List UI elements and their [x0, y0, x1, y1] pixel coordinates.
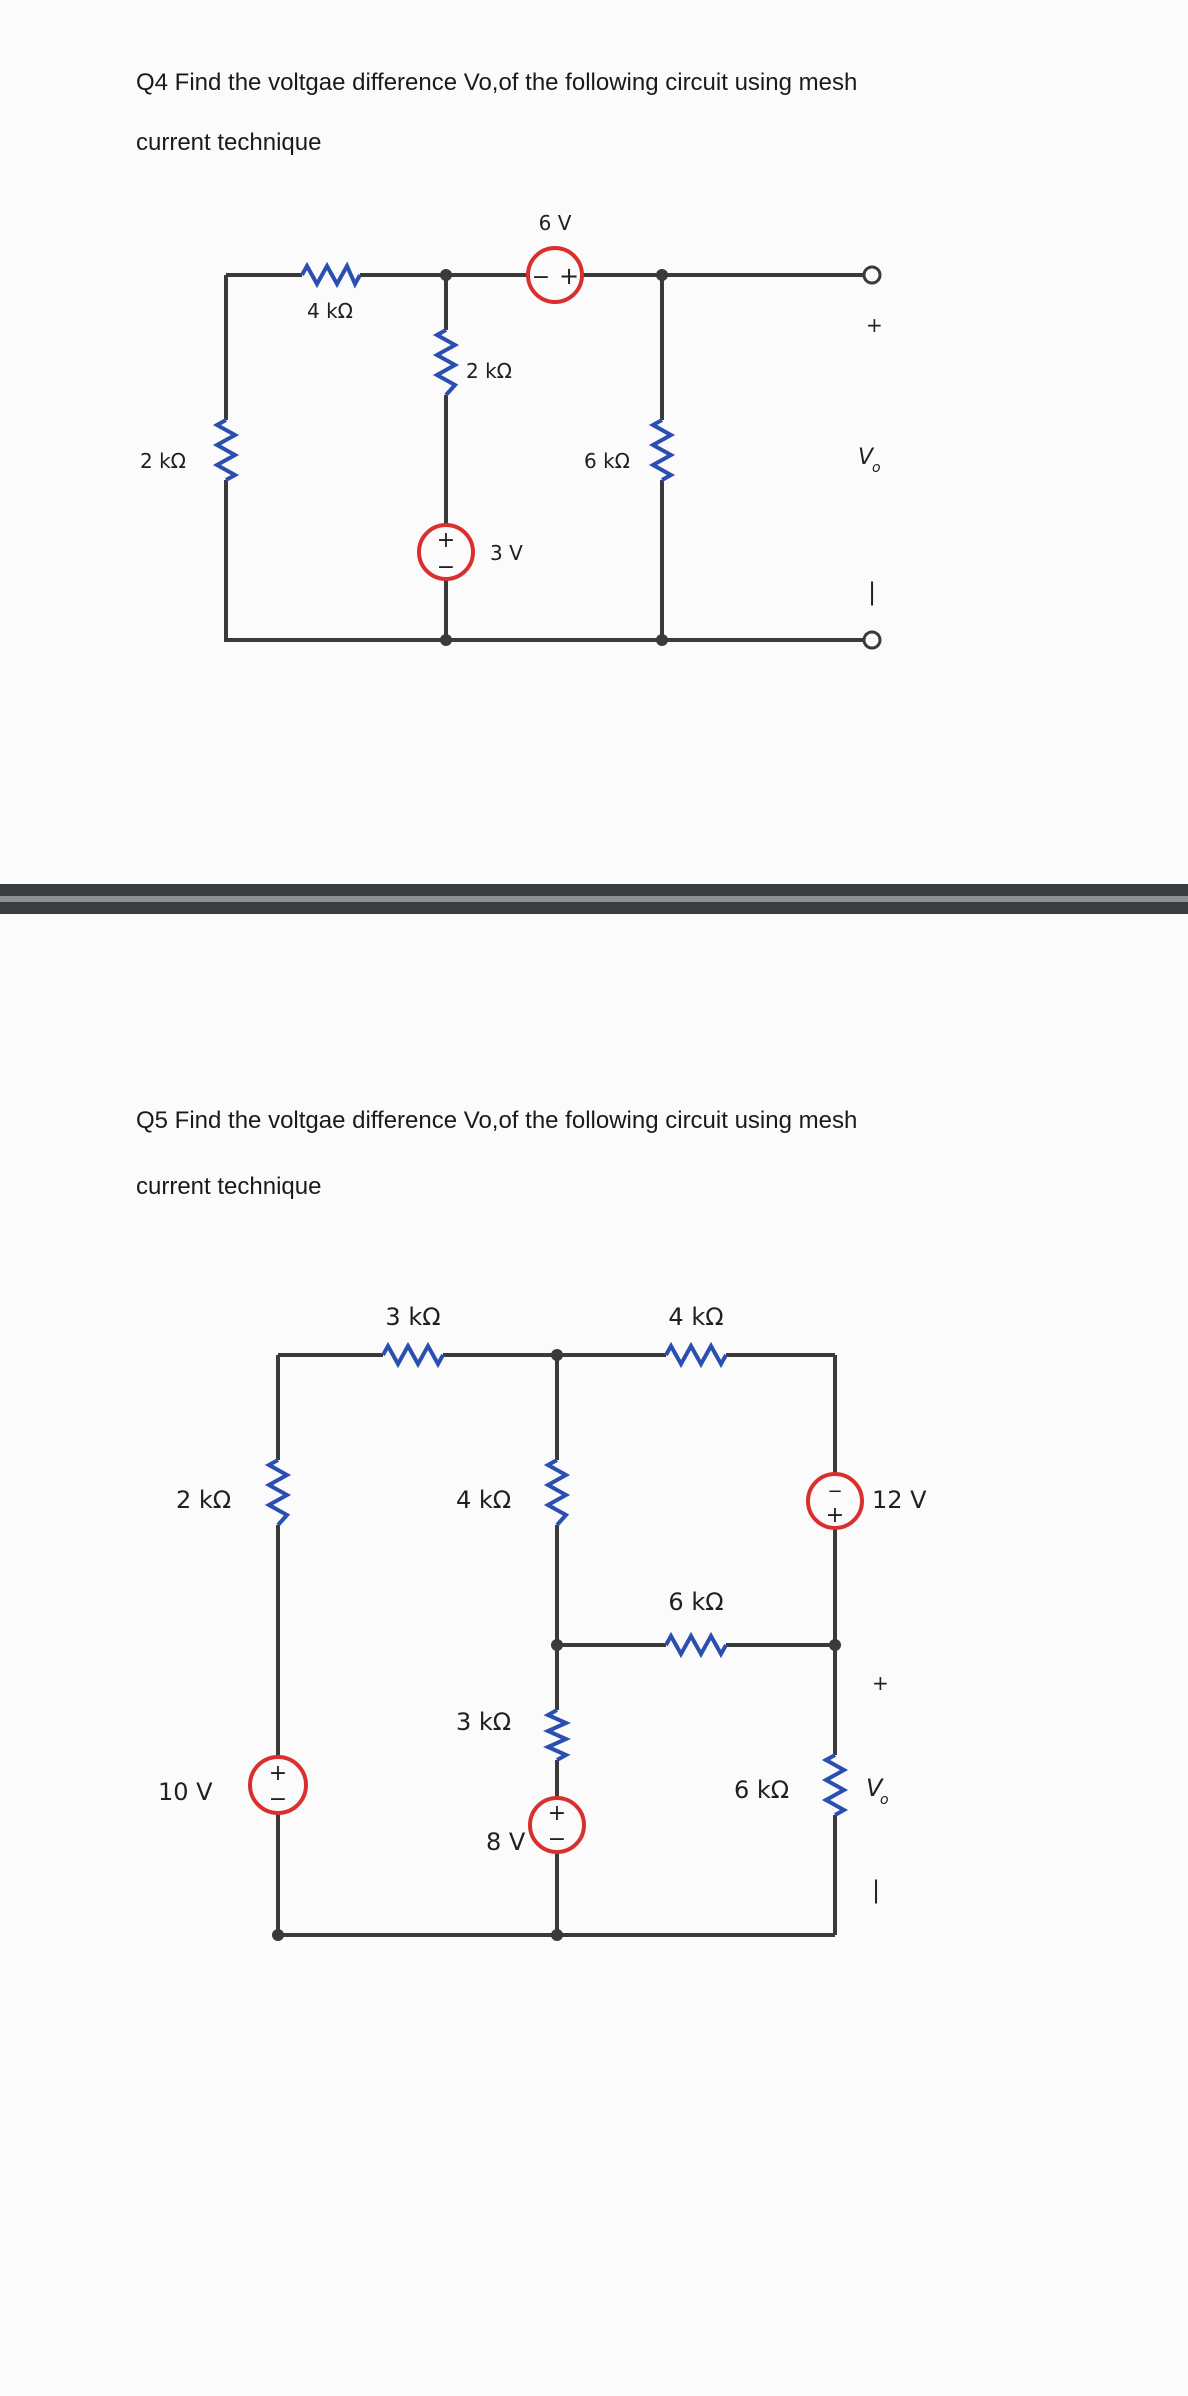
q4-source-3v: [419, 525, 473, 580]
q5-label-12v: 12 V: [872, 1486, 927, 1514]
svg-text:−: −: [436, 555, 456, 580]
q5-resistor-6k-right: [826, 1755, 844, 1815]
q5-label-3k-mid: 3 kΩ: [456, 1708, 512, 1736]
q5-label-8v: 8 V: [486, 1828, 526, 1856]
q4-resistor-4k: [302, 266, 360, 284]
q5-label-3k-top: 3 kΩ: [385, 1303, 441, 1331]
svg-text:V: V: [866, 1774, 883, 1802]
q4-title: Q4 Find the voltgae difference Vo,of the following circuit using mesh: [136, 69, 858, 96]
q4-vo-plus: +: [866, 313, 883, 337]
svg-text:−: −: [268, 1787, 288, 1812]
q5-label-4k-mid: 4 kΩ: [456, 1486, 512, 1514]
q4-vo-minus: |: [867, 578, 877, 606]
q5-source-12v: [808, 1474, 862, 1528]
svg-text:+: +: [547, 1801, 567, 1826]
q5-title-line2: current technique: [136, 1173, 322, 1200]
svg-text:+: +: [436, 528, 456, 553]
q5-source-10v: [250, 1757, 306, 1813]
q5-label-4k-top: 4 kΩ: [668, 1303, 724, 1331]
svg-text:−: −: [531, 265, 551, 290]
svg-text:+: +: [268, 1761, 288, 1786]
q4-label-6v: 6 V: [538, 211, 572, 235]
q4-terminal-top: [864, 267, 880, 283]
q5-label-10v: 10 V: [158, 1778, 213, 1806]
q4-circuit-diagram: [0, 190, 1188, 680]
q5-resistor-3k-top: [383, 1346, 443, 1364]
q4-label-4k: 4 kΩ: [307, 299, 353, 323]
q4-resistor-2k-mid: [437, 330, 455, 395]
svg-text:o: o: [872, 460, 881, 476]
q4-terminal-bottom: [864, 632, 880, 648]
q4-label-2k-left: 2 kΩ: [140, 449, 186, 473]
q5-label-6k-horizontal: 6 kΩ: [668, 1588, 724, 1616]
q5-source-8v: [530, 1798, 584, 1852]
q5-label-6k-right: 6 kΩ: [734, 1776, 790, 1804]
page-divider: [0, 884, 1188, 914]
q5-label-2k-left: 2 kΩ: [176, 1486, 232, 1514]
q4-label-6k: 6 kΩ: [584, 449, 630, 473]
q5-vo-minus: |: [871, 1876, 881, 1904]
svg-text:−: −: [547, 1827, 567, 1852]
svg-text:o: o: [880, 1792, 889, 1808]
svg-text:+: +: [825, 1503, 845, 1528]
q4-nodes: [440, 269, 668, 646]
svg-text:−: −: [827, 1481, 843, 1502]
q5-resistor-2k-left: [269, 1460, 287, 1525]
q5-circuit-diagram: [0, 1280, 1188, 1980]
q5-resistor-4k-mid: [548, 1460, 566, 1525]
svg-text:+: +: [558, 262, 580, 290]
q4-vo-label: [858, 445, 881, 476]
q4-source-6v: [528, 248, 582, 302]
q5-resistor-3k-mid: [548, 1710, 566, 1760]
q5-vo-label: [866, 1774, 889, 1808]
q4-title-line2: current technique: [136, 129, 322, 156]
q4-label-2k-mid: 2 kΩ: [466, 359, 512, 383]
q5-title: Q5 Find the voltgae difference Vo,of the following circuit using mesh: [136, 1107, 858, 1134]
q5-resistor-6k-horizontal: [666, 1636, 726, 1654]
q4-label-3v: 3 V: [490, 541, 523, 565]
q5-vo-plus: +: [872, 1671, 889, 1695]
q4-wires: [226, 275, 868, 640]
q4-resistor-6k: [653, 420, 671, 480]
q4-resistor-2k-left: [217, 420, 235, 480]
svg-text:V: V: [858, 445, 874, 470]
q5-resistor-4k-top: [666, 1346, 726, 1364]
